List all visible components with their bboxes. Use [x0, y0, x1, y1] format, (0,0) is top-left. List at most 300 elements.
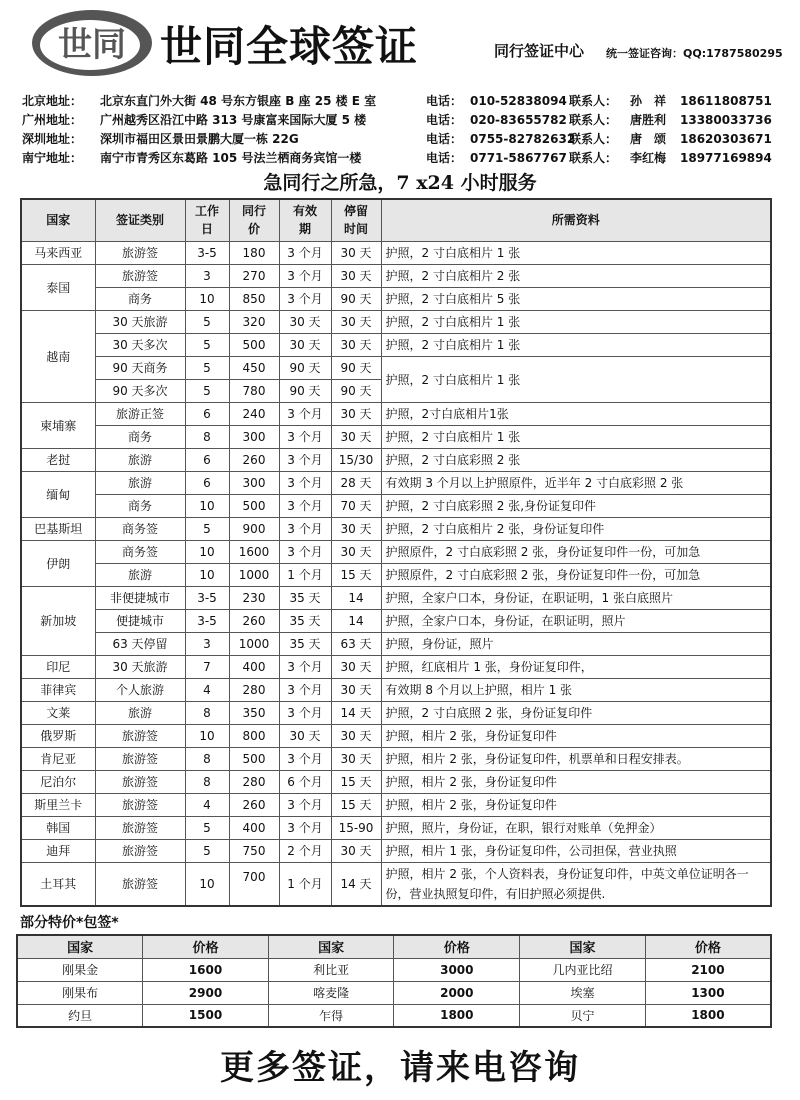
price-cell: 280 [229, 678, 279, 701]
stay-cell: 90 天 [331, 379, 381, 402]
office-row [22, 111, 782, 130]
work-days-cell: 3 [185, 632, 229, 655]
price-cell: 260 [229, 793, 279, 816]
special-col-country: 国家 [17, 935, 143, 958]
price-cell: 900 [229, 517, 279, 540]
country-cell: 越南 [21, 310, 95, 402]
country-cell: 斯里兰卡 [21, 793, 95, 816]
work-days-cell: 7 [185, 655, 229, 678]
visa-type-cell: 旅游 [95, 448, 185, 471]
office-city: 南宁地址： [22, 151, 83, 165]
special-price-cell: 1500 [143, 1004, 269, 1027]
country-cell: 土耳其 [21, 862, 95, 906]
validity-cell: 90 天 [279, 356, 331, 379]
country-cell: 马来西亚 [21, 241, 95, 264]
special-col-price: 价格 [394, 935, 520, 958]
required-docs-cell: 护照，相片 2 张，身份证复印件 [381, 770, 771, 793]
table-row [21, 471, 771, 494]
work-days-cell: 3-5 [185, 609, 229, 632]
price-cell: 1000 [229, 563, 279, 586]
price-cell: 230 [229, 586, 279, 609]
validity-cell: 3 个月 [279, 540, 331, 563]
office-contact-label: 联系人： [569, 132, 618, 146]
table-row [21, 747, 771, 770]
work-days-cell: 10 [185, 540, 229, 563]
visa-type-cell: 旅游签 [95, 241, 185, 264]
validity-cell: 35 天 [279, 632, 331, 655]
validity-cell: 3 个月 [279, 655, 331, 678]
table-row [21, 701, 771, 724]
special-offer-title: 部分特价*包签* [20, 915, 119, 931]
required-docs-cell: 护照，全家户口本，身份证，在职证明，照片 [381, 609, 771, 632]
office-contact-label: 联系人： [569, 113, 618, 127]
visa-type-cell: 便捷城市 [95, 609, 185, 632]
validity-cell: 3 个月 [279, 287, 331, 310]
country-cell: 肯尼亚 [21, 747, 95, 770]
stay-cell: 30 天 [331, 678, 381, 701]
office-contact: 孙 祥 [630, 94, 667, 108]
table-row [21, 632, 771, 655]
special-country-cell: 约旦 [17, 1004, 143, 1027]
validity-cell: 30 天 [279, 724, 331, 747]
stay-cell: 14 天 [331, 862, 381, 906]
special-price-cell: 2000 [394, 981, 520, 1004]
price-cell: 750 [229, 839, 279, 862]
required-docs-cell: 护照原件，2 寸白底彩照 2 张，身份证复印件一份，可加急 [381, 563, 771, 586]
special-price-cell: 1800 [645, 1004, 771, 1027]
work-days-cell: 8 [185, 425, 229, 448]
stay-cell: 30 天 [331, 310, 381, 333]
validity-cell: 3 个月 [279, 701, 331, 724]
visa-type-cell: 商务 [95, 287, 185, 310]
stay-cell: 63 天 [331, 632, 381, 655]
work-days-cell: 5 [185, 816, 229, 839]
office-tel-label: 电话： [426, 113, 463, 127]
validity-cell: 2 个月 [279, 839, 331, 862]
work-days-cell: 6 [185, 448, 229, 471]
table-row [21, 655, 771, 678]
price-cell: 1600 [229, 540, 279, 563]
office-address: 北京东直门外大街 48 号东方银座 B 座 25 楼 E 室 [100, 94, 377, 108]
work-days-cell: 5 [185, 310, 229, 333]
price-cell: 270 [229, 264, 279, 287]
table-row [21, 241, 771, 264]
price-cell: 260 [229, 448, 279, 471]
price-cell: 180 [229, 241, 279, 264]
required-docs-cell: 护照，2 寸白底相片 5 张 [381, 287, 771, 310]
work-days-cell: 10 [185, 724, 229, 747]
office-city: 北京地址： [22, 94, 83, 108]
validity-cell: 3 个月 [279, 747, 331, 770]
work-days-cell: 3-5 [185, 586, 229, 609]
table-row [21, 816, 771, 839]
office-tel: 020-83655782 [470, 113, 567, 127]
country-cell: 菲律宾 [21, 678, 95, 701]
table-row [21, 425, 771, 448]
work-days-cell: 10 [185, 494, 229, 517]
work-days-cell: 4 [185, 678, 229, 701]
table-row [21, 540, 771, 563]
work-days-cell: 5 [185, 517, 229, 540]
stay-cell: 30 天 [331, 402, 381, 425]
work-days-cell: 5 [185, 379, 229, 402]
col-header-price [229, 199, 279, 241]
table-row [21, 839, 771, 862]
price-cell: 260 [229, 609, 279, 632]
visa-price-table [20, 198, 772, 907]
special-country-cell: 埃塞 [520, 981, 646, 1004]
price-cell: 850 [229, 287, 279, 310]
table-row [21, 678, 771, 701]
visa-type-cell: 旅游签 [95, 816, 185, 839]
required-docs-cell: 护照，2 寸白底相片 1 张 [381, 333, 771, 356]
required-docs-cell: 护照，相片 2 张，个人资料表，身份证复印件，中英文单位证明各一份，营业执照复印件，有旧护照必须提供. [381, 862, 771, 906]
country-cell: 迪拜 [21, 839, 95, 862]
office-tel: 0755-82782632 [470, 132, 576, 146]
hotline-qq: 统一签证咨询：QQ:1787580295 [606, 47, 783, 60]
office-city: 广州地址： [22, 113, 83, 127]
table-row [21, 333, 771, 356]
country-cell: 俄罗斯 [21, 724, 95, 747]
table-row [21, 287, 771, 310]
country-cell: 印尼 [21, 655, 95, 678]
stay-cell: 30 天 [331, 333, 381, 356]
stay-cell: 28 天 [331, 471, 381, 494]
special-col-country: 国家 [268, 935, 394, 958]
table-row [21, 356, 771, 379]
price-cell: 500 [229, 333, 279, 356]
special-row [17, 981, 771, 1004]
price-cell: 700 [229, 862, 279, 906]
visa-table-body [21, 241, 771, 906]
special-country-cell: 贝宁 [520, 1004, 646, 1027]
work-days-cell: 8 [185, 747, 229, 770]
col-header-type: 签证类别 [95, 199, 185, 241]
work-days-cell: 3 [185, 264, 229, 287]
office-tel: 0771-5867767 [470, 151, 567, 165]
country-cell: 伊朗 [21, 540, 95, 586]
page-header [0, 0, 800, 92]
country-cell: 韩国 [21, 816, 95, 839]
stay-cell: 90 天 [331, 356, 381, 379]
required-docs-cell: 护照，2寸白底相片1张 [381, 402, 771, 425]
special-price-cell: 1600 [143, 958, 269, 981]
office-address: 广州越秀区沿江中路 313 号康富来国际大厦 5 楼 [100, 113, 367, 127]
validity-cell: 1 个月 [279, 862, 331, 906]
validity-cell: 90 天 [279, 379, 331, 402]
required-docs-cell: 护照，照片，身份证，在职，银行对账单（免押金） [381, 816, 771, 839]
required-docs-cell: 护照，相片 2 张，身份证复印件，机票单和日程安排表。 [381, 747, 771, 770]
work-days-cell: 6 [185, 402, 229, 425]
required-docs-cell: 护照，2 寸白底相片 1 张 [381, 310, 771, 333]
special-country-cell: 几内亚比绍 [520, 958, 646, 981]
price-cell: 280 [229, 770, 279, 793]
visa-type-cell: 商务签 [95, 517, 185, 540]
work-days-cell: 8 [185, 770, 229, 793]
required-docs-cell: 护照，2 寸白底照 2 张，身份证复印件 [381, 701, 771, 724]
special-row [17, 958, 771, 981]
price-cell: 320 [229, 310, 279, 333]
office-address-list [22, 92, 782, 168]
col-header-valid-line1: 有效 [292, 204, 317, 219]
table-row [21, 264, 771, 287]
col-header-stay-line2: 时间 [343, 222, 368, 237]
visa-type-cell: 旅游 [95, 701, 185, 724]
required-docs-cell: 护照，2 寸白底相片 1 张 [381, 425, 771, 448]
table-row [21, 448, 771, 471]
office-contact: 唐胜利 [630, 113, 667, 127]
visa-type-cell: 旅游正签 [95, 402, 185, 425]
col-header-valid-line2: 期 [298, 222, 311, 237]
stay-cell: 30 天 [331, 540, 381, 563]
col-header-days-line1: 工作 [194, 204, 219, 219]
visa-type-cell: 旅游 [95, 563, 185, 586]
special-country-cell: 喀麦隆 [268, 981, 394, 1004]
special-row [17, 1004, 771, 1027]
special-price-cell: 3000 [394, 958, 520, 981]
col-header-country: 国家 [21, 199, 95, 241]
special-price-table [16, 934, 772, 1028]
special-col-price: 价格 [645, 935, 771, 958]
office-mobile: 18620303671 [680, 132, 772, 146]
price-cell: 400 [229, 655, 279, 678]
office-address: 南宁市青秀区东葛路 105 号法兰栖商务宾馆一楼 [100, 151, 362, 165]
special-price-cell: 2900 [143, 981, 269, 1004]
office-row [22, 149, 782, 168]
country-cell: 新加坡 [21, 586, 95, 655]
visa-type-cell: 30 天旅游 [95, 310, 185, 333]
visa-type-cell: 旅游 [95, 471, 185, 494]
stay-cell: 30 天 [331, 655, 381, 678]
visa-type-cell: 旅游签 [95, 839, 185, 862]
table-row [21, 517, 771, 540]
stay-cell: 15 天 [331, 770, 381, 793]
table-row [21, 609, 771, 632]
validity-cell: 1 个月 [279, 563, 331, 586]
country-cell: 泰国 [21, 264, 95, 310]
validity-cell: 3 个月 [279, 517, 331, 540]
validity-cell: 3 个月 [279, 425, 331, 448]
header-subtitle: 同行签证中心 [494, 42, 585, 60]
validity-cell: 3 个月 [279, 448, 331, 471]
stay-cell: 15 天 [331, 793, 381, 816]
table-row [21, 586, 771, 609]
visa-type-cell: 个人旅游 [95, 678, 185, 701]
stay-cell: 15/30 [331, 448, 381, 471]
country-cell: 巴基斯坦 [21, 517, 95, 540]
stay-cell: 14 天 [331, 701, 381, 724]
visa-type-cell: 旅游签 [95, 264, 185, 287]
special-table-body [17, 958, 771, 1027]
stay-cell: 30 天 [331, 425, 381, 448]
table-row [21, 310, 771, 333]
required-docs-cell: 护照，2 寸白底彩照 2 张 [381, 448, 771, 471]
visa-type-cell: 90 天商务 [95, 356, 185, 379]
required-docs-cell: 有效期 8 个月以上护照，相片 1 张 [381, 678, 771, 701]
visa-type-cell: 旅游签 [95, 770, 185, 793]
office-mobile: 18611808751 [680, 94, 772, 108]
validity-cell: 3 个月 [279, 678, 331, 701]
special-country-cell: 利比亚 [268, 958, 394, 981]
special-col-country: 国家 [520, 935, 646, 958]
price-cell: 400 [229, 816, 279, 839]
required-docs-cell: 护照，2 寸白底相片 1 张 [381, 241, 771, 264]
logo-text: 世同 [58, 25, 126, 65]
country-cell: 尼泊尔 [21, 770, 95, 793]
office-contact-label: 联系人： [569, 151, 618, 165]
table-row [21, 724, 771, 747]
work-days-cell: 8 [185, 701, 229, 724]
validity-cell: 3 个月 [279, 494, 331, 517]
required-docs-cell: 护照，2 寸白底相片 1 张 [381, 356, 771, 402]
work-days-cell: 3-5 [185, 241, 229, 264]
stay-cell: 30 天 [331, 517, 381, 540]
validity-cell: 35 天 [279, 609, 331, 632]
validity-cell: 3 个月 [279, 402, 331, 425]
validity-cell: 6 个月 [279, 770, 331, 793]
stay-cell: 70 天 [331, 494, 381, 517]
required-docs-cell: 护照，2 寸白底相片 2 张 [381, 264, 771, 287]
office-tel: 010-52838094 [470, 94, 567, 108]
required-docs-cell: 护照，2 寸白底相片 2 张，身份证复印件 [381, 517, 771, 540]
visa-type-cell: 商务签 [95, 540, 185, 563]
stay-cell: 30 天 [331, 264, 381, 287]
special-country-cell: 乍得 [268, 1004, 394, 1027]
price-cell: 780 [229, 379, 279, 402]
stay-cell: 30 天 [331, 724, 381, 747]
validity-cell: 3 个月 [279, 471, 331, 494]
required-docs-cell: 护照，相片 2 张，身份证复印件 [381, 724, 771, 747]
country-cell: 老挝 [21, 448, 95, 471]
visa-type-cell: 90 天多次 [95, 379, 185, 402]
table-row [21, 793, 771, 816]
office-city: 深圳地址： [22, 132, 83, 146]
brand-title: 世同全球签证 [160, 22, 419, 71]
validity-cell: 3 个月 [279, 264, 331, 287]
special-price-cell: 2100 [645, 958, 771, 981]
price-cell: 450 [229, 356, 279, 379]
validity-cell: 3 个月 [279, 816, 331, 839]
table-row [21, 402, 771, 425]
footer-call-to-action: 更多签证，请来电咨询 [220, 1048, 580, 1088]
col-header-stay-line1: 停留 [343, 204, 368, 219]
stay-cell: 30 天 [331, 747, 381, 770]
work-days-cell: 5 [185, 356, 229, 379]
office-contact: 李红梅 [630, 151, 667, 165]
table-row [21, 494, 771, 517]
price-cell: 500 [229, 747, 279, 770]
stay-cell: 90 天 [331, 287, 381, 310]
validity-cell: 30 天 [279, 310, 331, 333]
table-header-row [21, 199, 771, 241]
office-tel-label: 电话： [426, 94, 463, 108]
special-country-cell: 刚果金 [17, 958, 143, 981]
required-docs-cell: 护照，全家户口本，身份证，在职证明，1 张白底照片 [381, 586, 771, 609]
required-docs-cell: 护照，红底相片 1 张，身份证复印件， [381, 655, 771, 678]
validity-cell: 35 天 [279, 586, 331, 609]
office-address: 深圳市福田区景田景鹏大厦一栋 22G [100, 132, 299, 146]
office-row [22, 92, 782, 111]
visa-type-cell: 商务 [95, 494, 185, 517]
stay-cell: 14 [331, 586, 381, 609]
stay-cell: 30 天 [331, 839, 381, 862]
visa-type-cell: 非便捷城市 [95, 586, 185, 609]
validity-cell: 3 个月 [279, 793, 331, 816]
work-days-cell: 5 [185, 333, 229, 356]
visa-type-cell: 30 天旅游 [95, 655, 185, 678]
required-docs-cell: 有效期 3 个月以上护照原件，近半年 2 寸白底彩照 2 张 [381, 471, 771, 494]
special-price-cell: 1300 [645, 981, 771, 1004]
office-contact-label: 联系人： [569, 94, 618, 108]
col-header-valid [279, 199, 331, 241]
work-days-cell: 4 [185, 793, 229, 816]
required-docs-cell: 护照原件，2 寸白底彩照 2 张，身份证复印件一份，可加急 [381, 540, 771, 563]
work-days-cell: 6 [185, 471, 229, 494]
country-cell: 缅甸 [21, 471, 95, 517]
visa-type-cell: 30 天多次 [95, 333, 185, 356]
price-cell: 240 [229, 402, 279, 425]
office-contact: 唐 颂 [630, 132, 667, 146]
price-cell: 500 [229, 494, 279, 517]
visa-type-cell: 63 天停留 [95, 632, 185, 655]
col-header-docs: 所需资料 [381, 199, 771, 241]
special-price-cell: 1800 [394, 1004, 520, 1027]
stay-cell: 15-90 [331, 816, 381, 839]
required-docs-cell: 护照，2 寸白底彩照 2 张,身份证复印件 [381, 494, 771, 517]
visa-type-cell: 商务 [95, 425, 185, 448]
work-days-cell: 10 [185, 563, 229, 586]
work-days-cell: 5 [185, 839, 229, 862]
table-row [21, 770, 771, 793]
visa-type-cell: 旅游签 [95, 862, 185, 906]
office-tel-label: 电话： [426, 132, 463, 146]
validity-cell: 30 天 [279, 333, 331, 356]
country-cell: 文莱 [21, 701, 95, 724]
special-country-cell: 刚果布 [17, 981, 143, 1004]
col-header-stay [331, 199, 381, 241]
office-row [22, 130, 782, 149]
price-cell: 350 [229, 701, 279, 724]
visa-type-cell: 旅游签 [95, 724, 185, 747]
col-header-days-line2: 日 [200, 222, 213, 237]
office-mobile: 13380033736 [680, 113, 772, 127]
col-header-days [185, 199, 229, 241]
country-cell: 柬埔寨 [21, 402, 95, 448]
col-header-price-line2: 价 [247, 222, 260, 237]
work-days-cell: 10 [185, 862, 229, 906]
company-logo [28, 6, 156, 80]
col-header-price-line1: 同行 [241, 204, 266, 219]
visa-type-cell: 旅游签 [95, 793, 185, 816]
office-tel-label: 电话： [426, 151, 463, 165]
required-docs-cell: 护照，相片 1 张，身份证复印件，公司担保，营业执照 [381, 839, 771, 862]
required-docs-cell: 护照，身份证，照片 [381, 632, 771, 655]
price-cell: 800 [229, 724, 279, 747]
service-slogan: 急同行之所急，7 x24 小时服务 [263, 172, 537, 194]
price-cell: 300 [229, 425, 279, 448]
office-mobile: 18977169894 [680, 151, 772, 165]
table-row [21, 563, 771, 586]
validity-cell: 3 个月 [279, 241, 331, 264]
visa-type-cell: 旅游签 [95, 747, 185, 770]
special-header-row [17, 935, 771, 958]
stay-cell: 15 天 [331, 563, 381, 586]
required-docs-cell: 护照，相片 2 张，身份证复印件 [381, 793, 771, 816]
stay-cell: 14 [331, 609, 381, 632]
stay-cell: 30 天 [331, 241, 381, 264]
price-cell: 300 [229, 471, 279, 494]
work-days-cell: 10 [185, 287, 229, 310]
